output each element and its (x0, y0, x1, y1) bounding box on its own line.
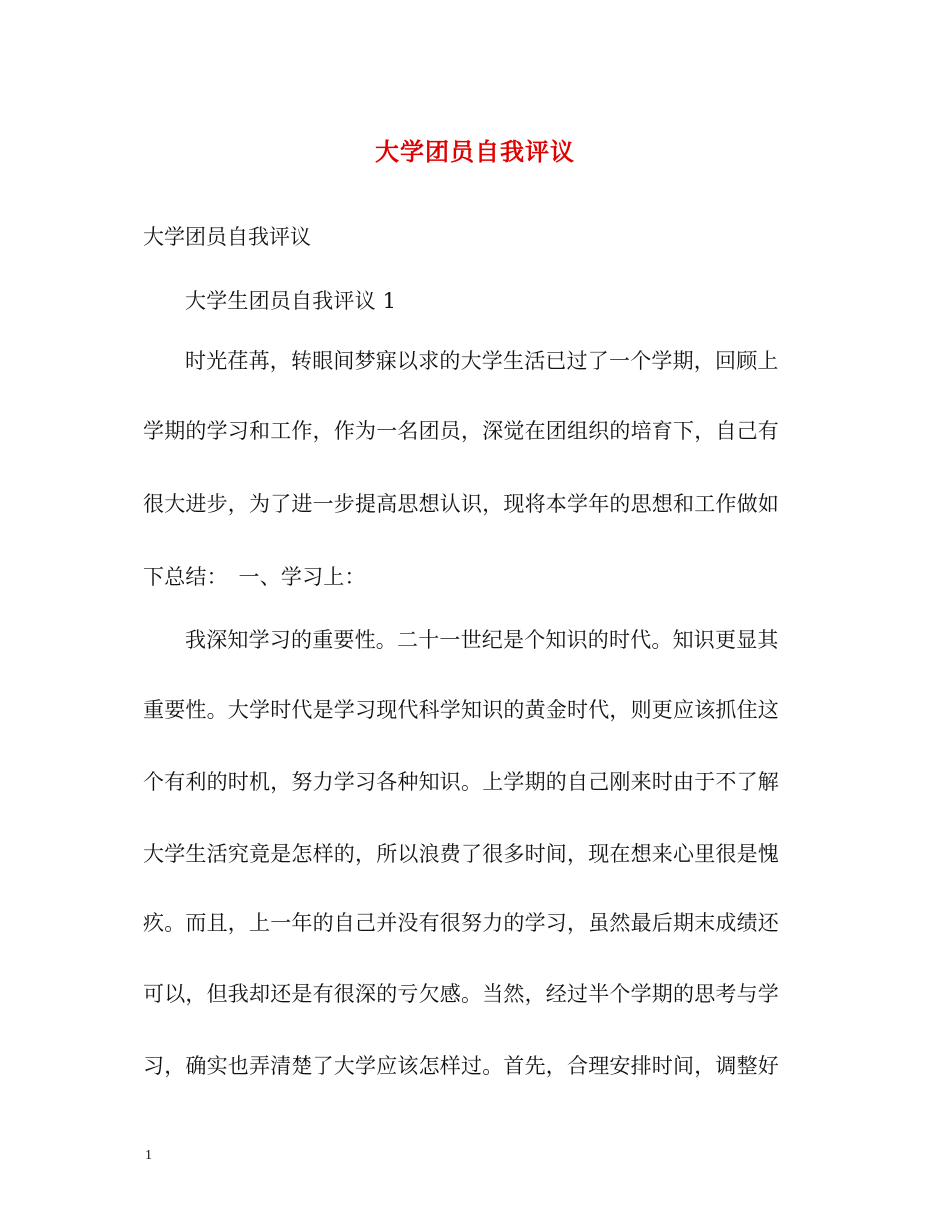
paragraph-line: 时光荏苒，转眼间梦寐以求的大学生活已过了一个学期，回顾上 (185, 349, 779, 373)
paragraph-line: 疚。而且，上一年的自己并没有很努力的学习，虽然最后期末成绩还 (143, 911, 779, 935)
paragraph-line: 个有利的时机，努力学习各种知识。上学期的自己刚来时由于不了解 (143, 770, 779, 794)
paragraph-line: 可以，但我却还是有很深的亏欠感。当然，经过半个学期的思考与学 (143, 982, 779, 1006)
section-heading: 大学生团员自我评议 1 (185, 289, 397, 313)
document-title: 大学团员自我评议 (375, 137, 575, 166)
paragraph-line: 大学生活究竟是怎样的，所以浪费了很多时间，现在想来心里很是愧 (143, 842, 779, 866)
page-number: 1 (145, 1148, 152, 1163)
paragraph-line: 习，确实也弄清楚了大学应该怎样过。首先，合理安排时间，调整好 (143, 1054, 779, 1078)
paragraph-line: 学期的学习和工作，作为一名团员，深觉在团组织的培育下，自己有 (143, 419, 779, 443)
paragraph-line: 我深知学习的重要性。二十一世纪是个知识的时代。知识更显其 (185, 628, 779, 652)
document-subtitle: 大学团员自我评议 (143, 225, 311, 249)
paragraph-line: 下总结： 一、学习上： (143, 565, 366, 589)
paragraph-line: 重要性。大学时代是学习现代科学知识的黄金时代，则更应该抓住这 (143, 698, 779, 722)
paragraph-line: 很大进步，为了进一步提高思想认识，现将本学年的思想和工作做如 (143, 492, 779, 516)
